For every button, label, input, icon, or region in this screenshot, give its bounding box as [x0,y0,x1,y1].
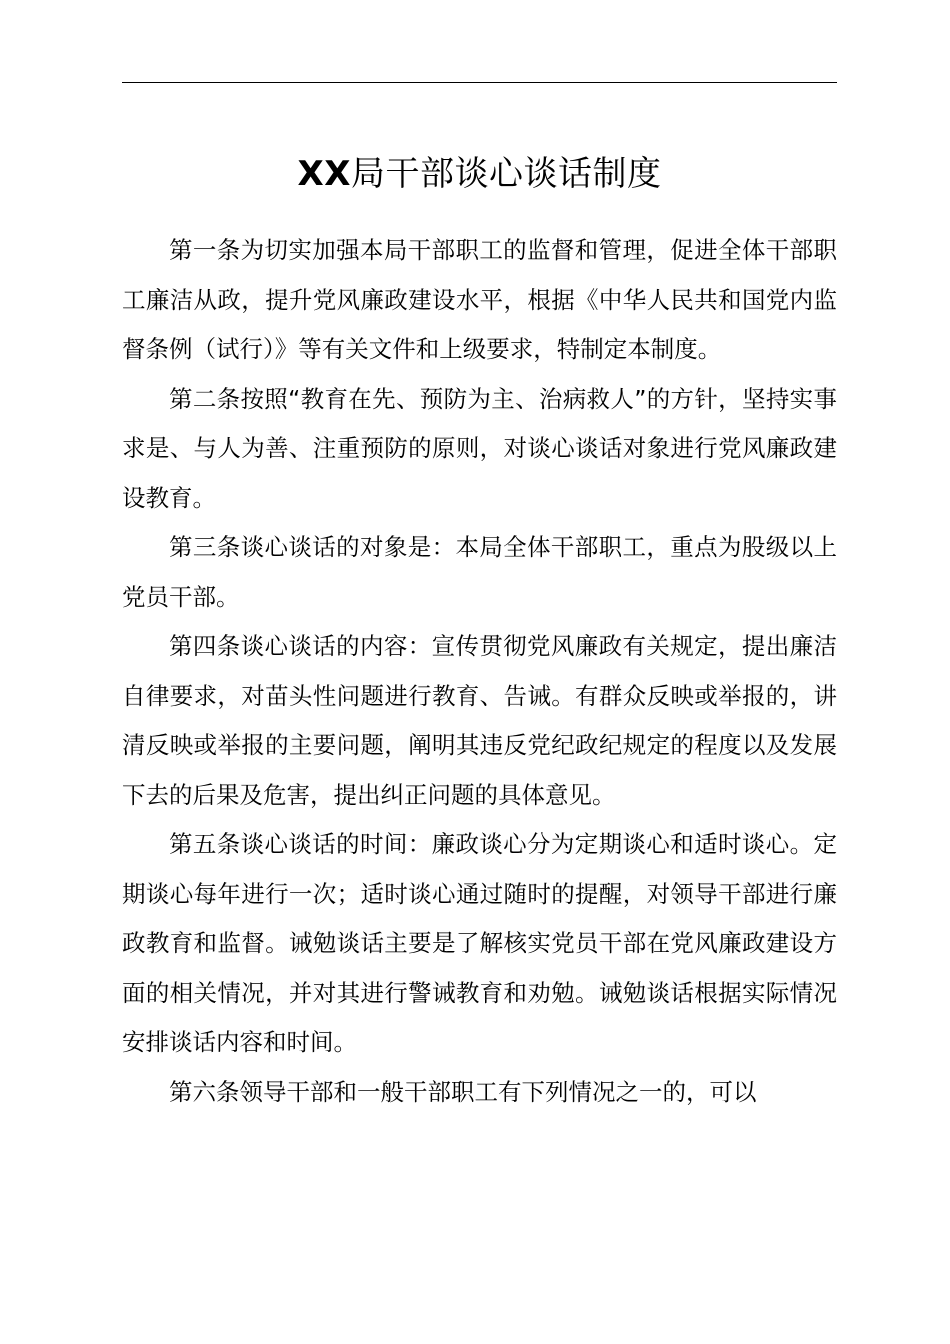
document-title [122,150,837,198]
title-prefix: XX [297,154,351,194]
article-6-paragraph: 第六条领导干部和一般干部职工有下列情况之一的，可以 [169,1077,757,1106]
document-body [122,226,837,1117]
header-rule [122,82,837,83]
article-3-paragraph: 第三条谈心谈话的对象是：本局全体干部职工，重点为股级以上党员干部。 [122,533,837,611]
article-5-paragraph: 第五条谈心谈话的时间：廉政谈心分为定期谈心和适时谈心。定期谈心每年进行一次；适时谈心通过随时的提醒，对领导干部进行廉政教育和监督。诫勉谈话主要是了解核实党员干部在党风廉政建设方面的相关情况，并对其进行警诫教育和劝勉。诫勉谈话根据实际情况安排谈话内容和时间。 [122,830,837,1056]
article-2-paragraph: 第二条按照“教育在先、预防为主、治病救人”的方针，坚持实事求是、与人为善、注重预防的原则，对谈心谈话对象进行党风廉政建设教育。 [122,384,837,512]
article-1-paragraph: 第一条为切实加强本局干部职工的监督和管理，促进全体干部职工廉洁从政，提升党风廉政建设水平，根据《中华人民共和国党内监督条例（试行）》等有关文件和上级要求，特制定本制度。 [122,236,837,363]
article-4-paragraph: 第四条谈心谈话的内容：宣传贯彻党风廉政有关规定，提出廉洁自律要求，对苗头性问题进行教育、告诫。有群众反映或举报的，讲清反映或举报的主要问题，阐明其违反党纪政纪规定的程度以及发展下去的后果及危害，提出纠正问题的具体意见。 [122,632,837,809]
title-text: 局干部谈心谈话制度 [350,154,662,194]
